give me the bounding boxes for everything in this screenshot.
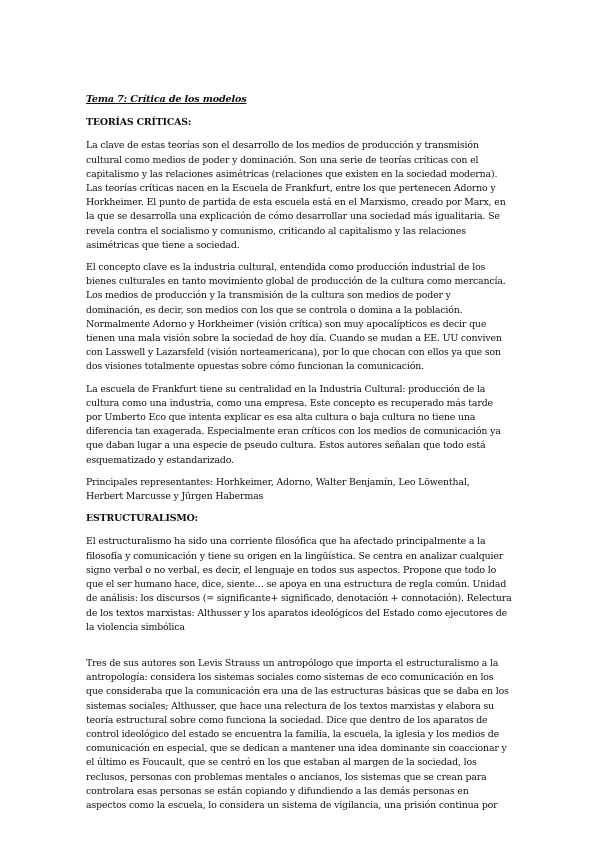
text-line: dominación, es decir, son medios con los que se controla o domina a la población. [86,304,463,316]
document-title: Tema 7: Crítica de los modelos [86,94,247,105]
text-line: cultural como medios de poder y dominación. Son una serie de teorías críticas con el [86,154,479,166]
text-line: Tres de sus autores son Levis Strauss un antropólogo que importa el estructuralismo a la [86,657,499,669]
document-body [86,116,514,813]
text-line: diferencia tan exagerada. Especialmente eran críticos con los medios de comunicación ya [86,426,501,438]
text-line: Los medios de producción y la transmisión de la cultura son medios de poder y [86,290,451,302]
text-line: Normalmente Adorno y Horkheimer (visión crítica) son muy apocalípticos es decir que [86,318,487,330]
section-heading: TEORÍAS CRÍTICAS: [86,117,192,129]
text-line: La clave de estas teorías son el desarrollo de los medios de producción y transmisión [86,140,479,152]
text-line: Horkheimer. El punto de partida de esta escuela está en el Marxismo, creado por Marx, en [86,197,506,209]
text-line: teoría estructural sobre como funciona la sociedad. Dice que dentro de los aparatos de [86,714,488,726]
text-line: de los textos marxistas: Althusser y los aparatos ideológicos del Estado como ejecutores de [86,607,508,619]
paragraph [86,383,514,468]
paragraph [86,657,514,813]
text-line: que daban lugar a una especie de pseudo cultura. Estos autores señalan que todo está [86,440,486,452]
text-line: reclusos, personas con problemas mentales o ancianos, los sistemas que se crean para [86,771,487,783]
text-line: control ideológico del estado se encuentra la familia, la escuela, la iglesia y los medios de [86,728,500,740]
text-line: bienes culturales en tanto movimiento global de producción de la cultura como mercancía. [86,276,506,288]
paragraph [86,476,514,504]
text-line: sistemas sociales; Althusser, que hace una relectura de los textos marxistas y elabora su [86,700,495,712]
text-line: El concepto clave es la industria cultural, entendida como producción industrial de los [86,262,486,274]
paragraph [86,535,514,634]
text-line: controlara esas personas se están copiando y difundiendo a las demás personas en [86,785,469,797]
text-line: que el ser humano hace, dice, siente… se apoya en una estructura de regla común. Unidad [86,579,507,591]
text-line: que consideraba que la comunicación era una de las estructuras básicas que se daba en los [86,686,509,698]
text-line: de análisis: los discursos (= significante+ significado, denotación + connotación). Relectura [86,593,512,605]
text-line: filosofía y comunicación y tiene su origen en la lingüística. Se centra en analizar cualquier [86,550,504,562]
text-line: revela contra el socialismo y comunismo, criticando al capitalismo y las relaciones [86,225,466,237]
text-line: dos visiones totalmente opuestas sobre cómo funcionan la comunicación. [86,361,424,373]
text-line: capitalismo y las relaciones asimétricas (relaciones que existen en la sociedad moderna). [86,168,498,180]
text-line: antropología: considera los sistemas sociales como sistemas de eco comunicación en los [86,672,494,684]
text-line: tienen una mala visión sobre la sociedad de hoy día. Cuando se mudan a EE. UU conviven [86,333,502,345]
text-line: por Umberto Eco que intenta explicar es esa alta cultura o baja cultura no tiene una [86,412,476,424]
text-line: aspectos como la escuela, lo considera un sistema de vigilancia, una prisión continua por [86,799,498,811]
text-line: signo verbal o no verbal, es decir, el lenguaje en todos sus aspectos. Propone que todo lo [86,564,497,576]
text-line: con Lasswell y Lazarsfeld (visión norteamericana), por lo que chocan con ellos ya que son [86,347,501,359]
text-line: la que se desarrolla una explicación de cómo desarrollar una sociedad más igualitaria. Se [86,211,500,223]
text-line: Herbert Marcusse y Jürgen Habermas [86,491,264,503]
text-line: El estructuralismo ha sido una corriente filosófica que ha afectado principalmente a la [86,536,486,548]
text-line: La escuela de Frankfurt tiene su centralidad en la Industria Cultural: producción de la [86,383,486,395]
paragraph [86,139,514,253]
text-line: la violencia simbólica [86,621,185,633]
paragraph [86,261,514,375]
text-line: el último es Foucault, que se centró en los que estaban al margen de la sociedad, los [86,757,477,769]
text-line: cultura como una industria, como una empresa. Este concepto es recuperado más tarde [86,397,493,409]
text-line: esquematizado y estandarizado. [86,454,234,466]
text-line: Las teorías críticas nacen en la Escuela de Frankfurt, entre los que pertenecen Adorno y [86,183,496,195]
text-line: asimétricas que tiene a sociedad. [86,239,240,251]
section-heading: ESTRUCTURALISMO: [86,513,198,525]
text-line: comunicación en especial, que se dedican a mantener una idea dominante sin coaccionar y [86,743,507,755]
text-line: Principales representantes: Horhkeimer, Adorno, Walter Benjamín, Leo Löwenthal, [86,476,470,488]
